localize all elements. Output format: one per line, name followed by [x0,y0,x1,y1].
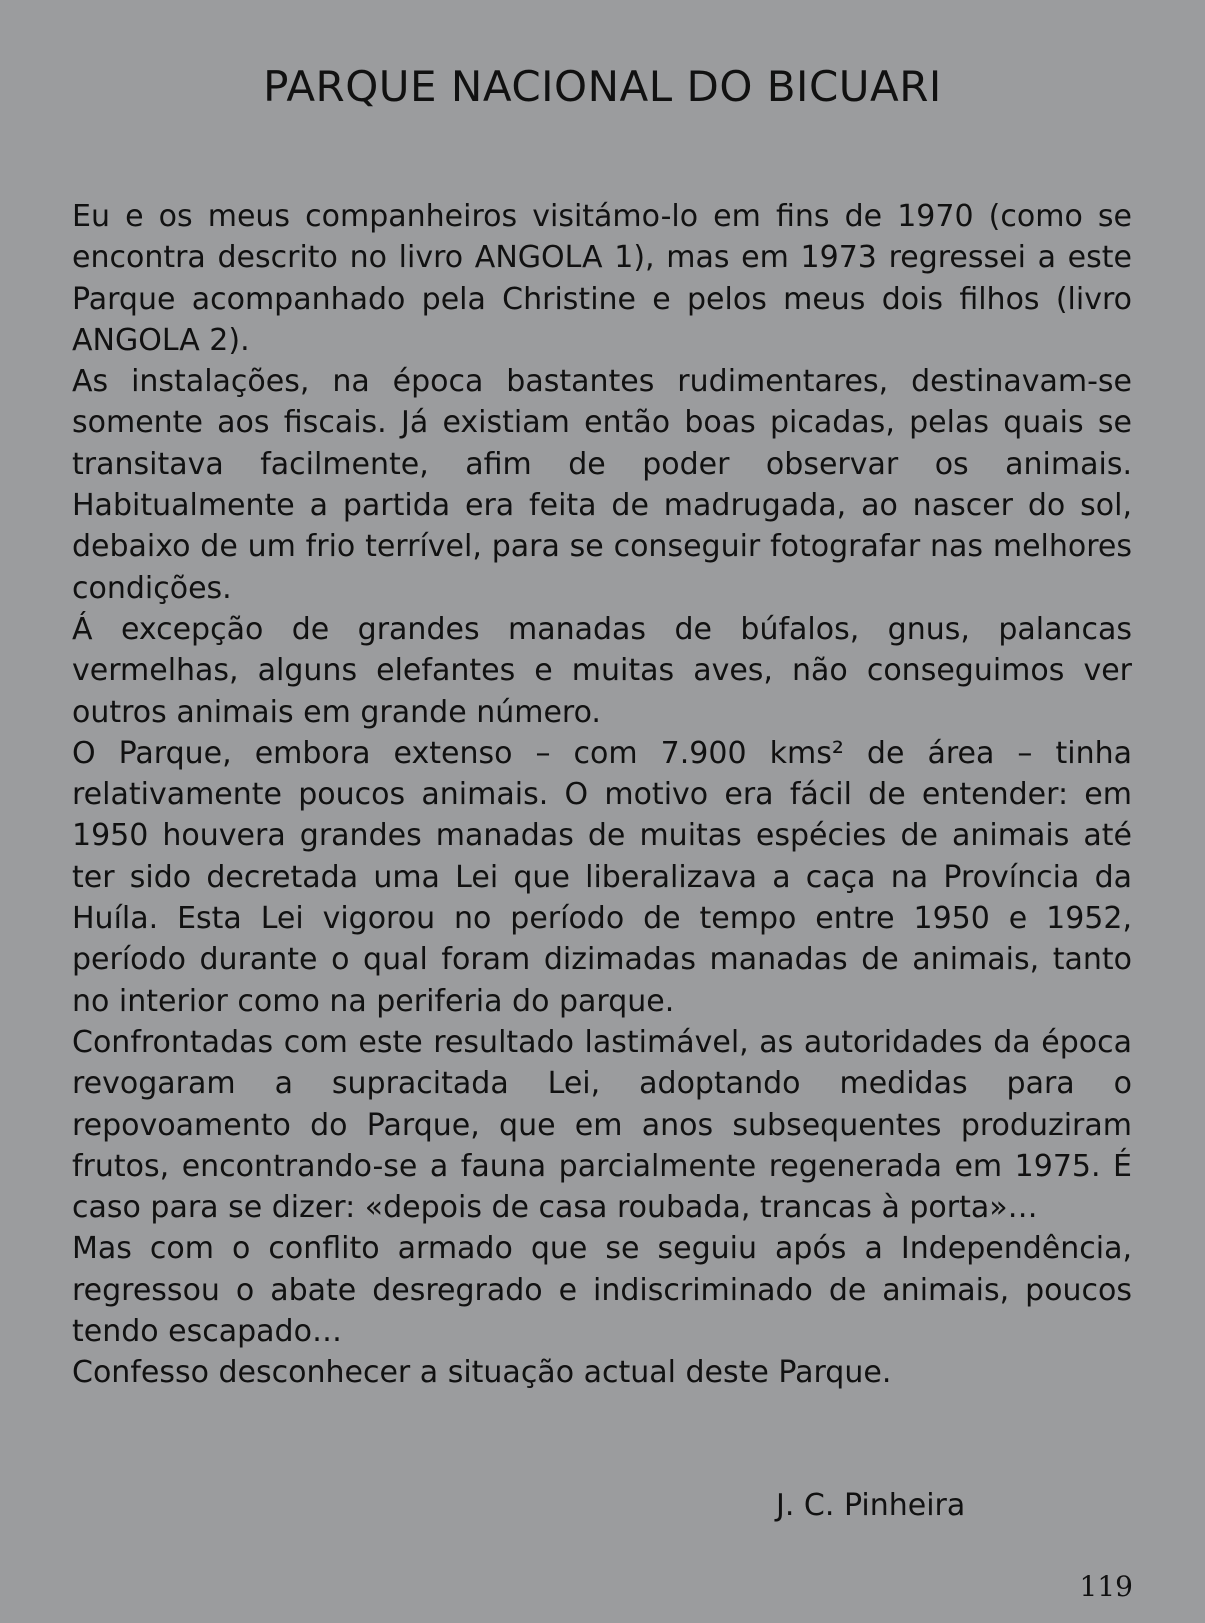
paragraph: O Parque, embora extenso – com 7.900 kms² de área – tinha relativamente poucos animais. O motivo era fácil de entender: em 1950 houvera grandes manadas de muitas espécies de animais até ter sido decretada uma Lei que liberalizava a caça na Província da Huíla. Esta Lei vigorou no período de tempo entre 1950 e 1952, período durante o qual foram dizimadas manadas de animais, tanto no interior como na periferia do parque. [72,735,1132,1019]
paragraph: As instalações, na época bastantes rudimentares, destinavam-se somente aos fiscais. Já existiam então boas picadas, pelas quais se transitava facilmente, afim de poder observar os animais. Habitualmente a partida era feita de madrugada, ao nascer do sol, debaixo de um frio terrível, para se conseguir fotografar nas melhores condições. [72,364,1132,606]
author-signature: J. C. Pinheira [776,1488,966,1523]
paragraph: Confrontadas com este resultado lastimável, as autoridades da época revogaram a supracitada Lei, adoptando medidas para o repovoamento do Parque, que em anos subsequentes produziram frutos, encontrando-se a fauna parcialmente regenerada em 1975. É caso para se dizer: «depois de casa roubada, trancas à porta»… [72,1024,1132,1226]
paragraph: Mas com o conflito armado que se seguiu após a Independência, regressou o abate desregrado e indiscriminado de animais, poucos tendo escapado… [72,1231,1132,1350]
page-title: PARQUE NACIONAL DO BICUARI [263,62,942,111]
paragraph: Confesso desconhecer a situação actual deste Parque. [72,1355,892,1391]
page-number: 119 [1079,1570,1133,1603]
paragraph: Á excepção de grandes manadas de búfalos, gnus, palancas vermelhas, alguns elefantes e muitas aves, não conseguimos ver outros animais em grande número. [72,611,1132,730]
body-text [72,196,1132,1394]
paragraph: Eu e os meus companheiros visitámo-lo em fins de 1970 (como se encontra descrito no livro ANGOLA 1), mas em 1973 regressei a este Parque acompanhado pela Christine e pelos meus dois filhos (livro ANGOLA 2). [72,199,1132,358]
